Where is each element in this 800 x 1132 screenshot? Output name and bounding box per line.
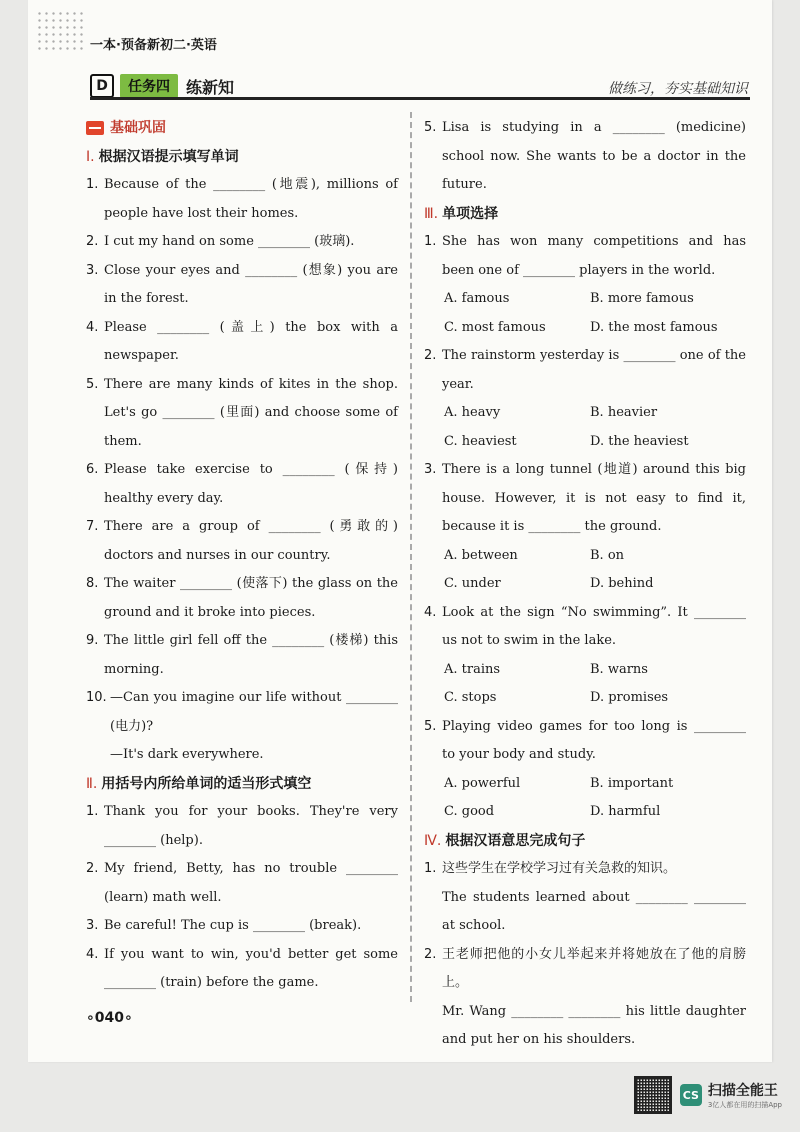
question-number: 5. — [424, 120, 437, 135]
question-text: Please take exercise to ________ (保持) healthy every day. — [104, 462, 398, 506]
part1-heading — [86, 143, 398, 172]
question-item — [424, 941, 746, 998]
header-rule — [90, 97, 750, 100]
option: B. more famous — [590, 291, 694, 306]
question-number: 4. — [86, 319, 99, 335]
question-item — [424, 713, 746, 770]
question-item — [86, 798, 398, 855]
part4-roman: Ⅳ. — [424, 832, 442, 849]
question-number: 5. — [86, 376, 99, 392]
option: C. most famous — [444, 319, 546, 335]
section-title: 基础巩固 — [110, 120, 166, 136]
book-title: 一本·预备新初二·英语 — [90, 38, 217, 53]
task-letter-badge: D — [90, 74, 114, 98]
question-item — [86, 684, 398, 741]
question-number: 4. — [424, 604, 437, 620]
question-item — [86, 570, 398, 627]
section-icon — [86, 121, 104, 135]
question-number: 7. — [86, 519, 99, 534]
question-item — [424, 599, 746, 656]
question-item — [424, 342, 746, 399]
question-number: 1. — [86, 804, 99, 819]
question-chinese: 王老师把他的小女儿举起来并将她放在了他的肩膀上。 — [442, 946, 746, 990]
question-number: 5. — [424, 718, 437, 734]
options-grid — [424, 399, 746, 456]
question-answer-line — [424, 998, 746, 1055]
question-text: Lisa is studying in a ________ (medicine) school now. She wants to be a doctor in the future. — [442, 120, 746, 192]
question-item — [424, 114, 746, 200]
question-item — [86, 513, 398, 570]
question-number: 3. — [424, 462, 437, 477]
options-grid — [424, 542, 746, 599]
question-text: The waiter ________ (使落下) the glass on the ground and it broke into pieces. — [104, 576, 398, 620]
option: D. the heaviest — [590, 433, 689, 449]
question-reply — [86, 741, 398, 770]
options-grid — [424, 770, 746, 827]
question-item — [86, 912, 398, 941]
task-tag: 任务四 — [120, 74, 178, 98]
part2-roman: Ⅱ. — [86, 775, 98, 792]
question-item — [86, 314, 398, 371]
options-grid — [424, 656, 746, 713]
question-number: 2. — [424, 348, 437, 363]
option: D. harmful — [590, 804, 661, 819]
question-text: I cut my hand on some ________ (玻璃). — [104, 234, 355, 249]
question-english: Mr. Wang ________ ________ his little daughter and put her on his shoulders. — [442, 1003, 746, 1047]
question-text: Look at the sign “No swimming”. It ________ us not to swim in the lake. — [442, 604, 746, 648]
question-answer-line — [424, 884, 746, 941]
part2-heading — [86, 770, 398, 799]
question-item — [86, 855, 398, 912]
question-item — [86, 228, 398, 257]
part1-title: 根据汉语提示填写单词 — [98, 148, 239, 165]
question-text: If you want to win, you'd better get some ________ (train) before the game. — [104, 946, 398, 990]
question-chinese: 这些学生在学校学习过有关急救的知识。 — [442, 861, 677, 876]
option: C. heaviest — [444, 433, 517, 449]
option: D. the most famous — [590, 319, 718, 335]
question-number: 2. — [86, 861, 99, 876]
question-number: 2. — [424, 946, 437, 962]
question-number: 1. — [424, 861, 437, 876]
question-item — [424, 855, 746, 884]
left-column — [86, 114, 398, 998]
options-grid — [424, 285, 746, 342]
option: A. heavy — [444, 405, 501, 420]
option: A. famous — [444, 291, 510, 306]
question-number: 10. — [86, 690, 107, 705]
question-number: 8. — [86, 576, 99, 591]
question-text: There are a group of ________ (勇敢的) doctors and nurses in our country. — [104, 519, 398, 563]
question-item — [86, 371, 398, 457]
question-number: 6. — [86, 462, 99, 477]
question-number: 3. — [86, 262, 99, 278]
scanner-name: 扫描全能王 — [707, 1083, 778, 1099]
option: C. stops — [444, 690, 497, 705]
reply-text: —It's dark everywhere. — [110, 747, 264, 762]
question-number: 1. — [424, 234, 437, 249]
question-number: 9. — [86, 633, 99, 648]
question-text: She has won many competitions and has been one of ________ players in the world. — [442, 234, 746, 278]
section-heading — [86, 114, 398, 143]
camscanner-logo-icon: CS — [680, 1084, 702, 1106]
column-divider — [410, 112, 412, 1002]
decorative-dots — [36, 10, 86, 50]
task-bar — [90, 74, 234, 98]
option: C. good — [444, 804, 495, 819]
question-text: There is a long tunnel (地道) around this big house. However, it is not easy to find it, because it is ________ the ground. — [442, 462, 746, 534]
task-name: 练新知 — [186, 77, 235, 97]
part3-roman: Ⅲ. — [424, 205, 439, 222]
option: B. on — [590, 547, 625, 563]
question-item — [86, 941, 398, 998]
option: B. warns — [590, 661, 648, 677]
option: A. trains — [444, 661, 501, 677]
question-text: My friend, Betty, has no trouble ________ (learn) math well. — [104, 861, 398, 905]
question-text: Thank you for your books. They're very ________ (help). — [104, 804, 398, 848]
question-text: Be careful! The cup is ________ (break). — [104, 918, 362, 933]
question-item — [424, 228, 746, 285]
question-number: 3. — [86, 918, 99, 933]
option: C. under — [444, 576, 501, 591]
part1-roman: Ⅰ. — [86, 148, 95, 165]
question-number: 2. — [86, 234, 99, 249]
question-number: 4. — [86, 946, 99, 962]
option: D. promises — [590, 690, 669, 705]
option: A. powerful — [444, 775, 521, 791]
question-item — [86, 257, 398, 314]
question-item — [86, 171, 398, 228]
question-english: The students learned about ________ ________ at school. — [442, 889, 746, 933]
question-item — [86, 627, 398, 684]
question-text: Playing video games for too long is ________ to your body and study. — [442, 718, 746, 762]
question-text: There are many kinds of kites in the shop. Let's go ________ (里面) and choose some of them. — [104, 376, 398, 449]
question-text: —Can you imagine our life without ________ (电力)? — [110, 690, 398, 734]
option: B. important — [590, 775, 674, 791]
question-text: The little girl fell off the ________ (楼梯) this morning. — [104, 633, 398, 677]
question-text: Please ________ (盖上) the box with a newspaper. — [104, 319, 398, 363]
part4-title: 根据汉语意思完成句子 — [445, 832, 586, 849]
qr-code-icon — [634, 1076, 672, 1114]
question-text: Because of the ________ (地震), millions of people have lost their homes. — [104, 177, 398, 221]
option: D. behind — [590, 576, 654, 591]
page-number: ∘040∘ — [86, 1010, 133, 1026]
right-column — [424, 114, 746, 1055]
option: A. between — [444, 547, 518, 563]
scanner-watermark — [634, 1076, 782, 1114]
question-item — [86, 456, 398, 513]
part3-heading — [424, 200, 746, 229]
part3-title: 单项选择 — [442, 205, 499, 222]
part4-heading — [424, 827, 746, 856]
scanner-tagline: 3亿人都在用的扫描App — [707, 1101, 782, 1109]
scanner-text — [708, 1080, 782, 1110]
question-text: The rainstorm yesterday is ________ one of the year. — [442, 348, 746, 392]
question-text: Close your eyes and ________ (想象) you are in the forest. — [104, 262, 398, 306]
option: B. heavier — [590, 405, 658, 420]
question-number: 1. — [86, 177, 99, 192]
question-item — [424, 456, 746, 542]
slogan: 做练习，夯实基础知识 — [608, 81, 748, 97]
part2-title: 用括号内所给单词的适当形式填空 — [101, 775, 312, 792]
